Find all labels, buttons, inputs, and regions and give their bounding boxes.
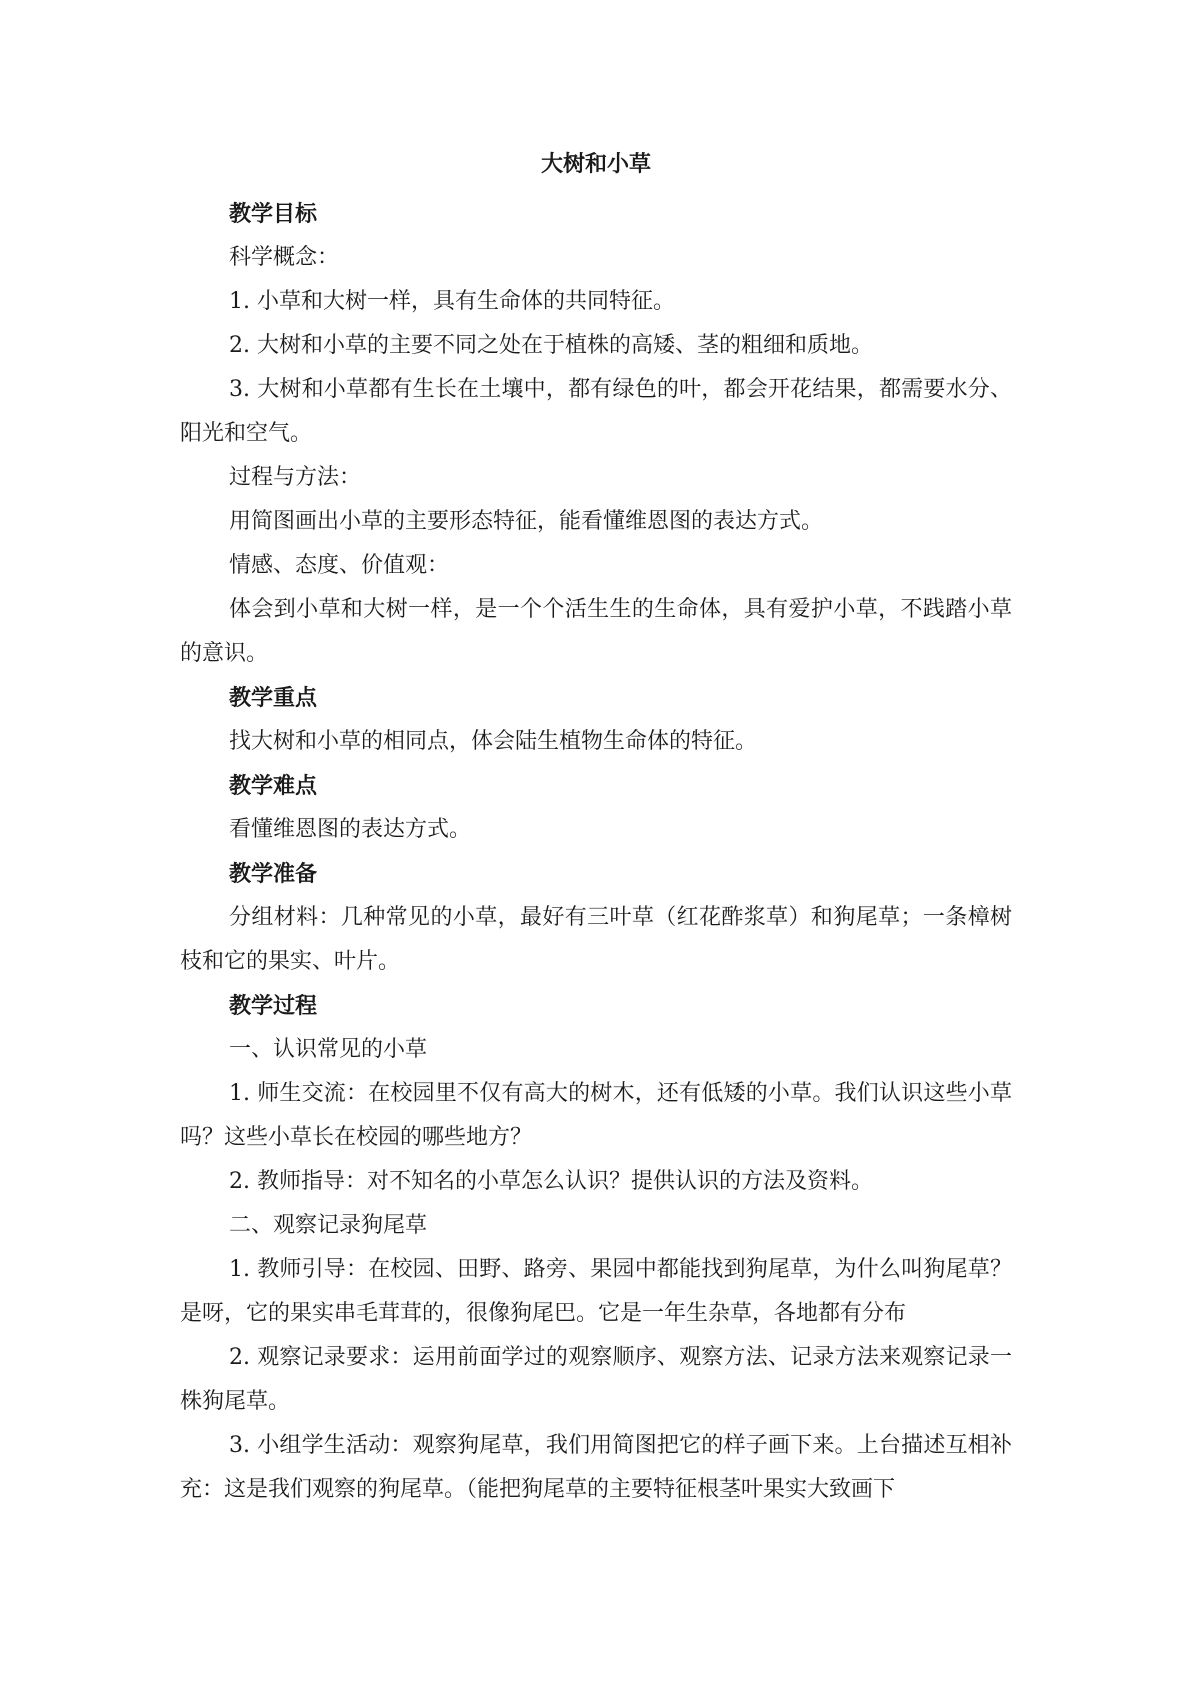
paragraph: 看懂维恩图的表达方式。 [229, 817, 472, 842]
paragraph: 3. 大树和小草都有生长在土壤中，都有绿色的叶，都会开花结果，都需要水分、阳光和空气。 [180, 377, 1012, 446]
section-heading-objectives: 教学目标 [229, 201, 318, 227]
paragraph: 找大树和小草的相同点，体会陆生植物生命体的特征。 [229, 729, 758, 754]
paragraph: 分组材料：几种常见的小草，最好有三叶草（红花酢浆草）和狗尾草；一条樟树枝和它的果实、叶片。 [180, 905, 1012, 974]
paragraph: 情感、态度、价值观： [229, 553, 450, 578]
paragraph: 3. 小组学生活动：观察狗尾草，我们用简图把它的样子画下来。上台描述互相补充：这是我们观察的狗尾草。（能把狗尾草的主要特征根茎叶果实大致画下 [180, 1433, 1012, 1502]
paragraph: 科学概念： [229, 245, 340, 270]
document-title: 大树和小草 [540, 151, 651, 177]
paragraph: 2. 观察记录要求：运用前面学过的观察顺序、观察方法、记录方法来观察记录一株狗尾草。 [180, 1345, 1012, 1414]
paragraph: 1. 教师引导：在校园、田野、路旁、果园中都能找到狗尾草，为什么叫狗尾草？是呀，它的果实串毛茸茸的，很像狗尾巴。它是一年生杂草，各地都有分布 [180, 1257, 1012, 1326]
paragraph: 用简图画出小草的主要形态特征，能看懂维恩图的表达方式。 [229, 509, 824, 534]
paragraph: 过程与方法： [229, 465, 362, 490]
paragraph: 2. 教师指导：对不知名的小草怎么认识？提供认识的方法及资料。 [229, 1169, 873, 1194]
section-heading-preparation: 教学准备 [229, 861, 318, 887]
section-heading-difficulties: 教学难点 [229, 773, 318, 799]
paragraph: 1. 师生交流：在校园里不仅有高大的树木，还有低矮的小草。我们认识这些小草吗？这些小草长在校园的哪些地方？ [180, 1081, 1012, 1150]
paragraph: 一、认识常见的小草 [229, 1037, 428, 1062]
document-body [180, 150, 1012, 1512]
section-heading-process: 教学过程 [229, 993, 318, 1019]
paragraph: 二、观察记录狗尾草 [229, 1213, 428, 1238]
section-heading-key-points: 教学重点 [229, 685, 318, 711]
paragraph: 体会到小草和大树一样，是一个个活生生的生命体，具有爱护小草，不践踏小草的意识。 [180, 597, 1012, 666]
paragraph: 2. 大树和小草的主要不同之处在于植株的高矮、茎的粗细和质地。 [229, 333, 873, 358]
paragraph: 1. 小草和大树一样，具有生命体的共同特征。 [229, 289, 675, 314]
